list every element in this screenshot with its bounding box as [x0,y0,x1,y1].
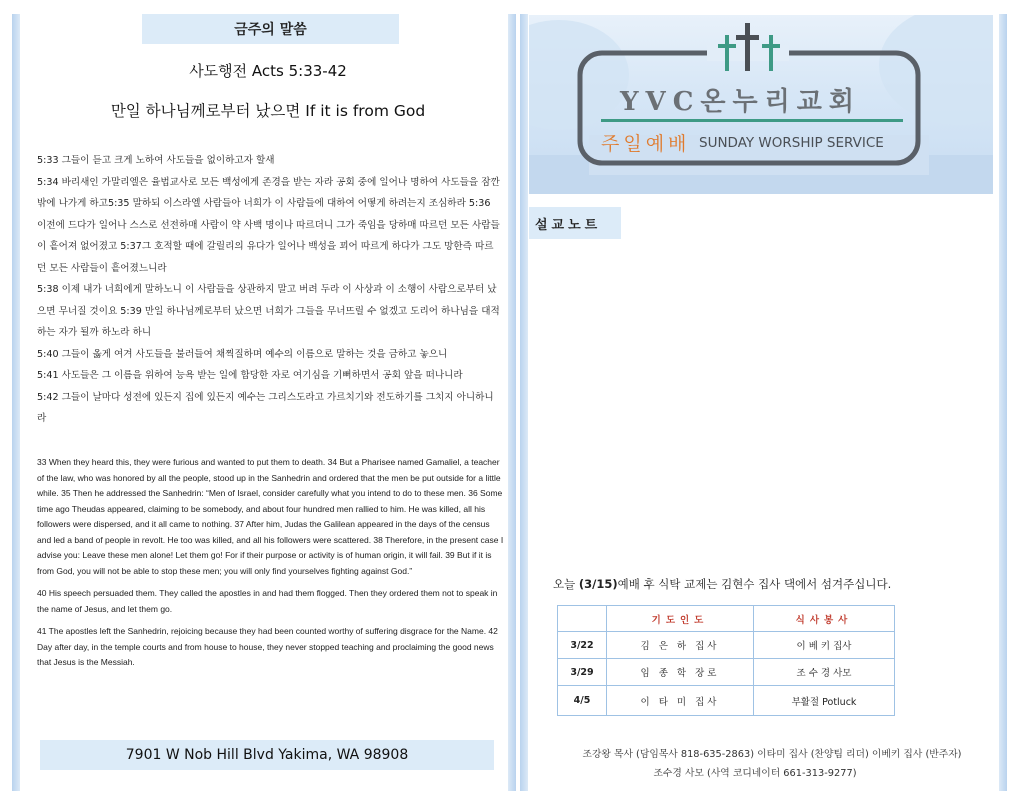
table-header-meal: 식사봉사 [754,606,895,632]
schedule-date: 3/29 [558,659,607,686]
prayer-leader: 김 은 하 집사 [607,632,754,659]
table-row [558,686,895,716]
sermon-title: 만일 하나님께로부터 났으면 If it is from God [110,102,426,120]
staff-contacts-line1: 조강왕 목사 (담임목사 818-635-2863) 이타미 집사 (찬양팀 리더) 이베키 집사 (반주자) [582,749,962,760]
table-header-row [558,606,895,632]
church-banner [529,15,993,194]
table-header-date [558,606,607,632]
left-page-spine [508,14,516,791]
english-verse: 33 When they heard this, they were furious and wanted to put them to death. 34 But a Pharisee named Gamaliel, a teacher of the law, who was honored by all the people, stood up in the Sanhedrin and ordered that the men be put outside for a little while. 35 Then he addressed the Sanhedrin: “Men of Israel, consider carefully what you intend to do to these men. 36 Some time ago Theudas appeared, claiming to be somebody, and about four hundred men rallied to him. He was killed, all his followers were dispersed, and it all came to nothing. 37 After him, Judas the Galilean appeared in the days of the census and led a band of people in revolt. He too was killed, and all his followers were scattered. 38 Therefore, in the present case I advise you: Leave these men alone! Let them go! For if their purpose or activity is of human origin, it will fail. 39 But if it is from God, you will not be able to stop these men; you will only find yourselves fighting against God.” [37,457,504,576]
worship-label-korean: 주일예배 [601,133,691,155]
meal-server: 이 베 키 집사 [754,632,895,659]
staff-contacts-line2: 조수경 사모 (사역 코디네이터 661-313-9277) [653,768,857,779]
service-schedule-table [557,605,895,716]
sermon-notes-label: 설교노트 [529,207,621,239]
table-header-prayer: 기도인도 [607,606,754,632]
prayer-leader: 이 타 미 집사 [607,686,754,716]
korean-verse: 5:42 그들이 날마다 성전에 있든지 집에 있든지 예수는 그리스도라고 가르치기와 전도하기를 그치지 아니하니라 [37,391,494,424]
weekly-word-heading: 금주의 말씀 [142,14,399,44]
church-address: 7901 W Nob Hill Blvd Yakima, WA 98908 [40,740,494,770]
korean-verse: 5:40 그들이 옳게 여겨 사도들을 불러들여 채찍질하며 예수의 이름으로 말하는 것을 금하고 놓으니 [37,348,448,360]
korean-verse: 5:38 이제 내가 너희에게 말하노니 이 사람들을 상관하지 말고 버려 두라 이 사상과 이 소행이 사람으로부터 났으면 무너질 것이요 5:39 만일 하나님께로부터 났으면 너희가 그들을 무너뜨릴 수 없겠고 도리어 하나님을 대적하는 자가 될까 하노라 하니 [37,284,500,338]
announcement-prefix: 오늘 [553,577,579,591]
korean-verse: 5:41 사도들은 그 이름을 위하여 능욕 받는 일에 합당한 자로 여기심을 기뻐하면서 공회 앞을 떠나니라 [37,370,463,381]
schedule-date: 4/5 [558,686,607,716]
korean-scripture [37,150,502,430]
announcement-date: (3/15) [578,577,618,591]
korean-verse: 5:33 그들이 듣고 크게 노하여 사도들을 없이하고자 할새 [37,155,275,166]
right-page-spine [520,14,528,791]
meal-server: 조 수 경 사모 [754,659,895,686]
table-row [558,659,895,686]
announcement-text: 예배 후 식탁 교제는 김현수 집사 댁에서 섬겨주십니다. [617,577,892,591]
english-verse: 40 His speech persuaded them. They called the apostles in and had them flogged. Then they ordered them not to speak in the name of Jesus, and let them go. [37,588,498,614]
meal-server: 부활절 Potluck [754,686,895,716]
worship-label-english: SUNDAY WORSHIP SERVICE [699,135,884,151]
korean-verse: 5:34 바리새인 가말리엘은 율법교사로 모든 백성에게 존경을 받는 자라 공회 중에 일어나 명하여 사도들을 잠깐 밖에 나가게 하고5:35 말하되 이스라엘 사람들아 너희가 이 사람들에 대하여 어떻게 하려는지 조심하라 5:36 이전에 드다가 일어나 스스로 선전하매 사람이 약 사백 명이나 따르더니 그가 죽임을 당하매 따르던 모든 사람들이 흩어져 없어졌고 5:37그 호적할 때에 갈릴리의 유다가 일어나 백성을 꾀어 따르게 하다가 그도 망한즉 따르던 모든 사람들이 흩어졌느니라 [37,176,500,274]
prayer-leader: 임 종 학 장로 [607,659,754,686]
right-page-edge [999,14,1007,791]
english-scripture [37,455,504,678]
english-verse: 41 The apostles left the Sanhedrin, rejoicing because they had been counted worthy of suffering disgrace for the Name. 42 Day after day, in the temple courts and from house to house, they never stopped teaching and proclaiming the good news that Jesus is the Messiah. [37,626,498,667]
church-name: YVC온누리교회 [620,87,862,117]
left-page-edge [12,14,20,791]
fellowship-announcement [553,576,891,592]
table-row [558,632,895,659]
schedule-date: 3/22 [558,632,607,659]
passage-reference: 사도행전 Acts 5:33-42 [189,62,347,80]
